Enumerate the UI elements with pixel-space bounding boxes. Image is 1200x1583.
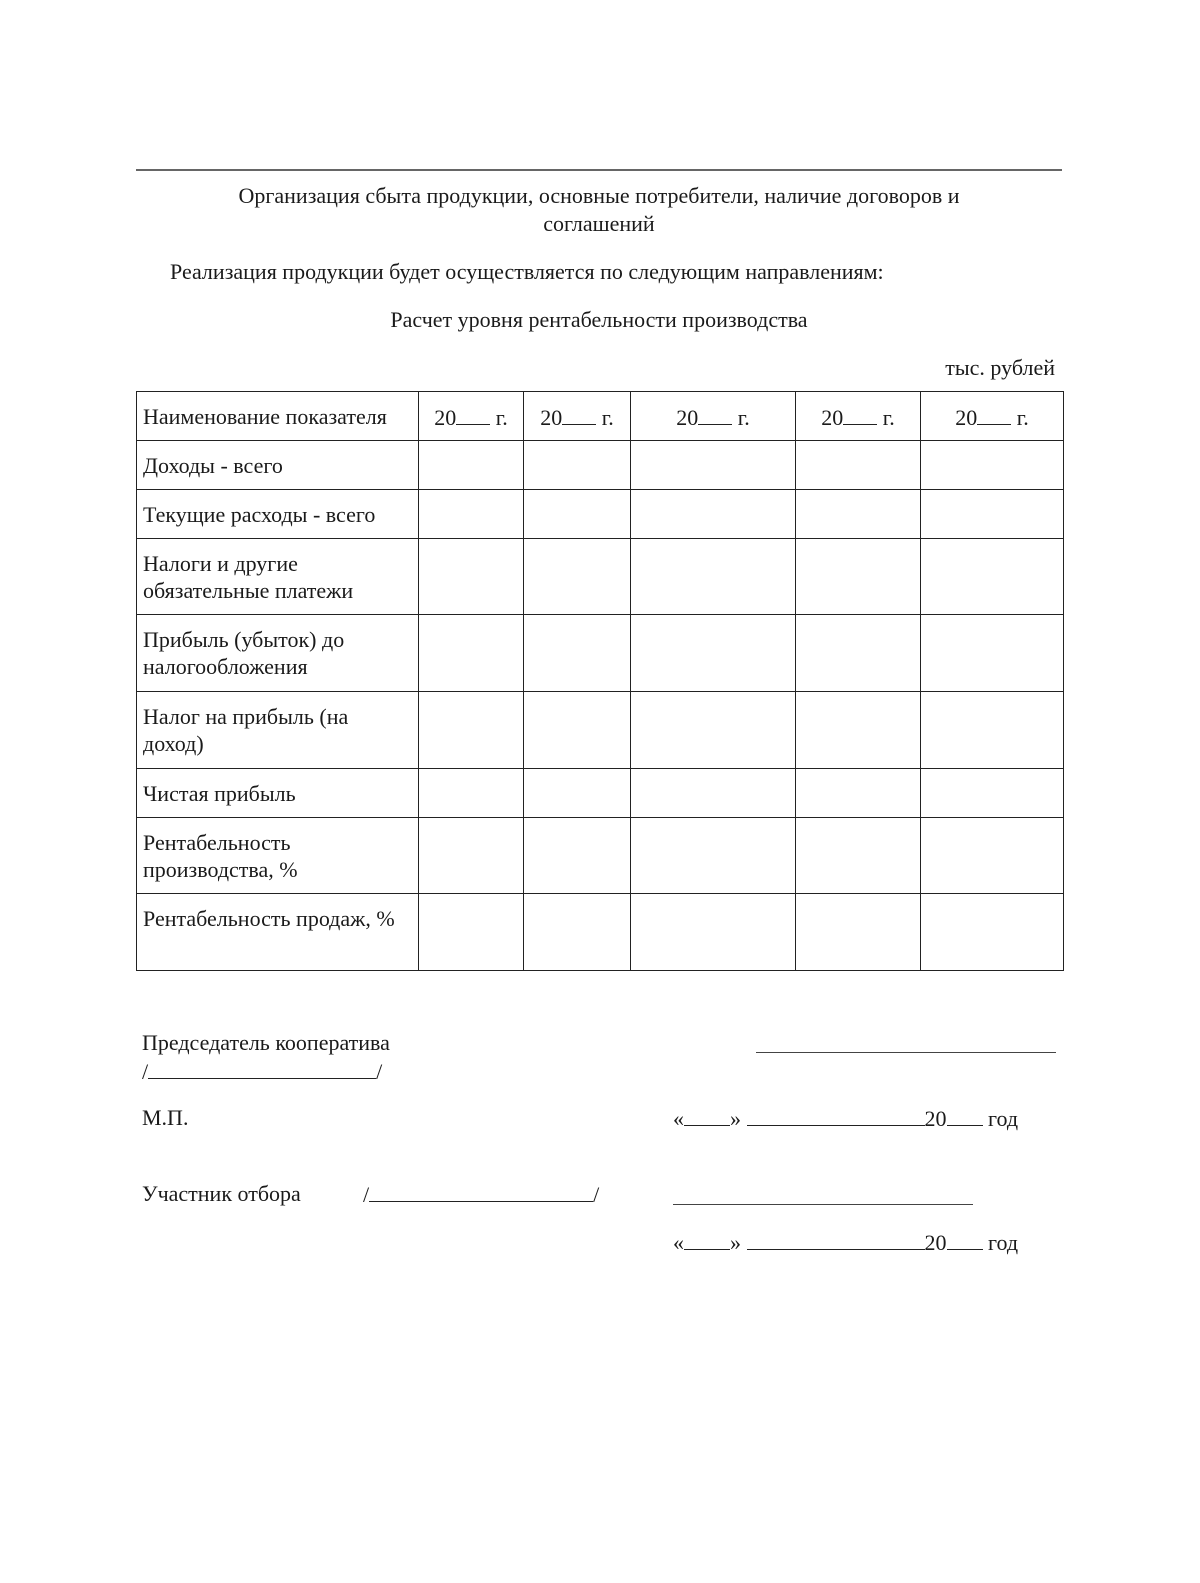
value-cell[interactable] xyxy=(419,539,524,615)
row-label: Налог на прибыль (на доход) xyxy=(137,692,419,769)
value-cell[interactable] xyxy=(921,769,1064,818)
chairman-name-field[interactable]: / / xyxy=(142,1059,383,1084)
value-cell[interactable] xyxy=(796,490,921,539)
value-cell[interactable] xyxy=(419,615,524,692)
value-cell[interactable] xyxy=(921,818,1064,894)
value-cell[interactable] xyxy=(631,692,796,769)
value-cell[interactable] xyxy=(524,441,631,490)
table-row xyxy=(137,769,1064,818)
value-cell[interactable] xyxy=(921,490,1064,539)
value-cell[interactable] xyxy=(921,894,1064,971)
table-row xyxy=(137,818,1064,894)
table-row xyxy=(137,692,1064,769)
header-indicator-name: Наименование показателя xyxy=(137,392,419,441)
value-cell[interactable] xyxy=(796,894,921,971)
value-cell[interactable] xyxy=(921,539,1064,615)
table-row xyxy=(137,490,1064,539)
table-row xyxy=(137,441,1064,490)
value-cell[interactable] xyxy=(796,818,921,894)
value-cell[interactable] xyxy=(796,692,921,769)
participant-date-field[interactable]: « » 20 год xyxy=(673,1230,1019,1255)
participant-name-field[interactable]: / / xyxy=(363,1182,600,1207)
table-row xyxy=(137,894,1064,971)
stamp-label: М.П. xyxy=(142,1105,189,1130)
profitability-table xyxy=(136,391,1064,971)
row-label: Рентабельность продаж, % xyxy=(137,894,419,971)
row-label: Текущие расходы - всего xyxy=(137,490,419,539)
value-cell[interactable] xyxy=(524,615,631,692)
participant-signature-line[interactable] xyxy=(673,1204,973,1205)
table-row xyxy=(137,539,1064,615)
value-cell[interactable] xyxy=(631,539,796,615)
header-year-2[interactable]: 20 г. xyxy=(524,392,631,441)
value-cell[interactable] xyxy=(419,441,524,490)
units-label: тыс. рублей xyxy=(945,355,1055,380)
header-year-4[interactable]: 20 г. xyxy=(796,392,921,441)
value-cell[interactable] xyxy=(631,894,796,971)
intro-text: Реализация продукции будет осуществляется по следующим направлениям: xyxy=(170,259,884,284)
section-heading-line2: соглашений xyxy=(543,211,655,236)
value-cell[interactable] xyxy=(921,692,1064,769)
table-row xyxy=(137,615,1064,692)
value-cell[interactable] xyxy=(631,615,796,692)
value-cell[interactable] xyxy=(524,490,631,539)
participant-label: Участник отбора xyxy=(142,1181,301,1206)
value-cell[interactable] xyxy=(921,441,1064,490)
section-heading xyxy=(136,182,1062,238)
value-cell[interactable] xyxy=(524,894,631,971)
value-cell[interactable] xyxy=(631,769,796,818)
value-cell[interactable] xyxy=(524,818,631,894)
value-cell[interactable] xyxy=(631,441,796,490)
section-heading-line1: Организация сбыта продукции, основные потребители, наличие договоров и xyxy=(238,183,960,208)
value-cell[interactable] xyxy=(796,769,921,818)
top-rule xyxy=(136,169,1062,171)
row-label: Налоги и другие обязательные платежи xyxy=(137,539,419,615)
value-cell[interactable] xyxy=(419,894,524,971)
row-label: Доходы - всего xyxy=(137,441,419,490)
value-cell[interactable] xyxy=(524,769,631,818)
header-year-3[interactable]: 20 г. xyxy=(631,392,796,441)
row-label: Чистая прибыль xyxy=(137,769,419,818)
chairman-label: Председатель кооператива xyxy=(142,1030,390,1055)
table-header-row xyxy=(137,392,1064,441)
value-cell[interactable] xyxy=(524,539,631,615)
chairman-date-field[interactable]: « » 20 год xyxy=(673,1106,1019,1131)
value-cell[interactable] xyxy=(419,490,524,539)
value-cell[interactable] xyxy=(921,615,1064,692)
value-cell[interactable] xyxy=(419,818,524,894)
row-label: Прибыль (убыток) до налогообложения xyxy=(137,615,419,692)
value-cell[interactable] xyxy=(419,692,524,769)
value-cell[interactable] xyxy=(631,818,796,894)
value-cell[interactable] xyxy=(524,692,631,769)
value-cell[interactable] xyxy=(796,539,921,615)
value-cell[interactable] xyxy=(796,615,921,692)
value-cell[interactable] xyxy=(631,490,796,539)
value-cell[interactable] xyxy=(419,769,524,818)
value-cell[interactable] xyxy=(796,441,921,490)
row-label: Рентабельность производства, % xyxy=(137,818,419,894)
table-title: Расчет уровня рентабельности производства xyxy=(390,307,808,332)
header-year-5[interactable]: 20 г. xyxy=(921,392,1064,441)
header-year-1[interactable]: 20 г. xyxy=(419,392,524,441)
chairman-signature-line[interactable] xyxy=(756,1052,1056,1053)
